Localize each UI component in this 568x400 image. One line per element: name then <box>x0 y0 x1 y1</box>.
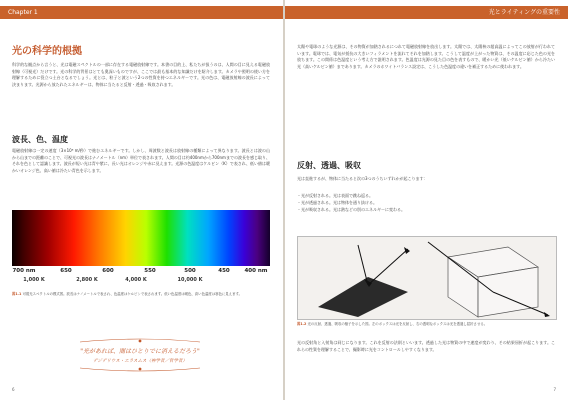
running-header: 光とライティングの重要性 <box>285 6 568 19</box>
wavelength-label: 500 <box>184 268 196 274</box>
wavelength-label: 450 <box>218 268 230 274</box>
left-page <box>0 0 283 400</box>
ornament-frame-icon <box>70 338 210 372</box>
reflection-diagram <box>297 236 557 320</box>
intro-paragraph: 光は直進するが、物体に当たると次の3つのうちいずれかが起こります： <box>297 176 428 181</box>
right-page <box>285 0 568 400</box>
wavelength-label: 650 <box>60 268 72 274</box>
spectrum-figure <box>12 210 270 266</box>
kelvin-label: 4,000 K <box>125 277 147 283</box>
quote-text: "光があれば、闇はひとりでに消えるだろう" <box>80 348 200 355</box>
body-paragraph: 電磁放射線は一定の速度（3×10⁸ m/秒）で進むエネルギーです。しかし、周波数と波長は放射線の種類によって異なります。波長とは波の山から山までの距離のことで、可視光の波長はナノメートル（nm）単位で表されます。人間の目は約400nmから700nmまでの波長を感じ取り、それを色として認識します。波長が短い光は青や紫に、長い光はオレンジや赤に見えます。光源の色温度はケルビン（K）で表され、低い値は暖かいオレンジ色、高い値は冷たい青色を示します。 <box>12 148 270 173</box>
intro-paragraph: 科学的な観点から言うと、光は電磁スペクトルの一部に存在する電磁放射線です。本書の目的上、私たちが扱うのは、人間の目に見える電磁放射線（可視光）だけです。光の科学的背景はとても奥深いものですが、ここでは最も基本的な知識だけを紹介します。カメラや照明の使い方を理解するために役立つ土台となるでしょう。光とは、粒子と波という2つの性質を持つエネルギーです。光の色は、電磁放射線の波長によって決まります。光源から放たれたエネルギーは、物体に当たると反射・透過・吸収されます。 <box>12 62 270 87</box>
quote-attribution: デジデリウス・エラスムス（神学者／哲学者） <box>92 359 188 364</box>
closing-paragraph: 光の反射角と入射角は同じになります。これを反射の法則といいます。透過した光は物質の中で速度が変わり、その結果屈折が起こります。これらの性質を理解することで、撮影時に光をコントロールしやすくなります。 <box>297 340 555 352</box>
quote-ornament <box>70 338 210 372</box>
body-paragraph: 太陽や電球のような光源は、その物質が加熱されるにつれて電磁放射線を放出します。太陽では、太陽核の超高温によってこの放射が行われています。電球では、電気が抵抗の大きいフィラメントを流れてそれを加熱します。こうして温度が上がった物質は、その温度に応じた色の光を放ちます。この関係は色温度という考え方で説明されます。色温度は光源の見た目の色を表すもので、暖かい光（低いケルビン値）から冷たい光（高いケルビン値）まであります。カメラのホワイトバランス設定は、こうした色温度の違いを補正するために使われます。 <box>297 44 555 69</box>
bullet-list <box>297 192 555 213</box>
section-title: 光の科学的根拠 <box>12 46 82 57</box>
list-item: ・光が吸収される。光は熱などの別のエネルギーに変わる。 <box>297 207 405 212</box>
visible-spectrum-gradient <box>12 210 270 266</box>
list-item: ・光が反射される。光は表面で跳ね返る。 <box>297 193 373 198</box>
kelvin-label: 1,000 K <box>23 277 45 283</box>
kelvin-scale <box>12 277 272 286</box>
subheading: 波長、色、温度 <box>12 135 68 144</box>
kelvin-label: 10,000 K <box>177 277 203 283</box>
wavelength-label: 400 nm <box>244 268 268 274</box>
chapter-header: Chapter 1 <box>0 6 283 19</box>
page-number: 6 <box>12 387 15 392</box>
wavelength-label: 600 <box>102 268 114 274</box>
figure-caption <box>12 292 270 297</box>
list-item: ・光が透過される。光は物体を通り抜ける。 <box>297 200 377 205</box>
kelvin-label: 2,800 K <box>76 277 98 283</box>
light-diagram-icon <box>298 237 556 319</box>
caption-label: 図1.2 <box>297 322 307 326</box>
wavelength-label: 700 nm <box>12 268 36 274</box>
caption-text: 可視光スペクトルの模式図。波長はナノメートルで表され、色温度はケルビンで表されます。低い色温度は暖色、高い色温度は寒色に見えます。 <box>22 292 242 296</box>
caption-text: 光の反射、透過、吸収の様子を示した図。左のボックスは光を反射し、右の透明なボックスは光を透過し屈折させる。 <box>307 322 488 326</box>
wavelength-label: 550 <box>144 268 156 274</box>
page-number: 7 <box>553 387 556 392</box>
subheading: 反射、透過、吸収 <box>297 161 361 170</box>
caption-label: 図1.1 <box>12 292 22 296</box>
figure-caption <box>297 322 555 327</box>
